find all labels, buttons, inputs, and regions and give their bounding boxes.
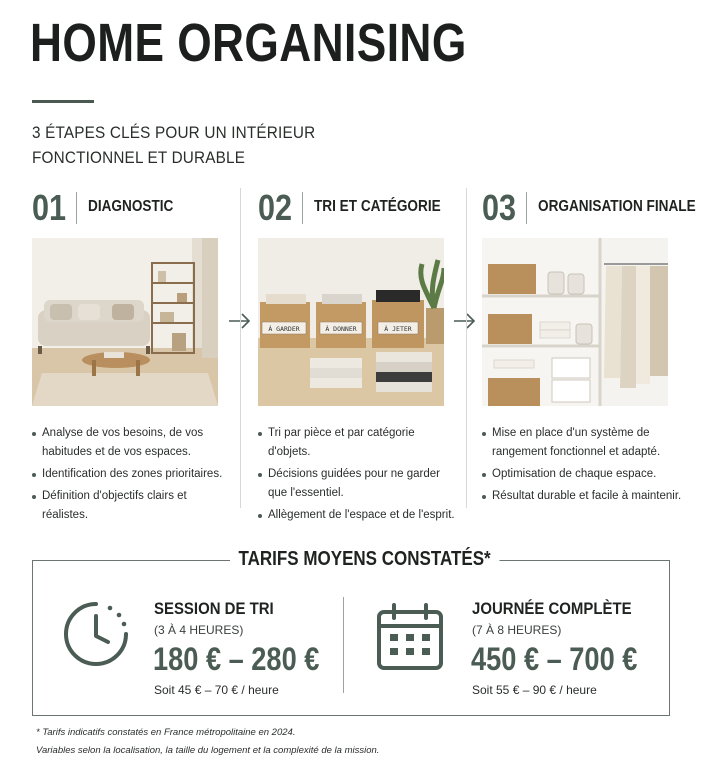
- list-item: Tri par pièce et par catégorie d'objets.: [258, 424, 458, 462]
- step-1-separator: [76, 192, 77, 224]
- list-item: Résultat durable et facile à maintenir.: [482, 487, 682, 506]
- list-item: Analyse de vos besoins, de vos habitudes et de vos espaces.: [32, 424, 232, 462]
- step-1-name: DIAGNOSTIC: [88, 198, 174, 215]
- step-3-header: [482, 186, 701, 230]
- sorting-boxes-photo: [258, 238, 444, 406]
- step-3-name: ORGANISATION FINALE: [538, 198, 696, 215]
- step-1: [32, 186, 252, 230]
- offer-2-price: 450 € – 700 €: [471, 641, 638, 677]
- pricing-divider: [343, 597, 344, 693]
- title-underline: [32, 100, 94, 103]
- offer-2-duration: (7 À 8 HEURES): [472, 623, 562, 637]
- step-1-bullets: [32, 424, 232, 528]
- step-2-header: [258, 186, 478, 230]
- offer-1-name: SESSION DE TRI: [154, 599, 274, 618]
- offer-1-price: 180 € – 280 €: [153, 641, 320, 677]
- step-2-separator: [302, 192, 303, 224]
- list-item: Optimisation de chaque espace.: [482, 465, 682, 484]
- column-divider: [466, 188, 467, 508]
- page-title: HOME ORGANISING: [30, 13, 467, 73]
- list-item: Définition d'objectifs clairs et réalistes.: [32, 487, 232, 525]
- step-3-separator: [526, 192, 527, 224]
- offer-1-duration: (3 À 4 HEURES): [154, 623, 244, 637]
- footnote-line-2: Variables selon la localisation, la taille du logement et la complexité de la mission.: [36, 745, 380, 756]
- arrow-right-icon: [452, 311, 478, 331]
- list-item: Allègement de l'espace et de l'esprit.: [258, 506, 458, 525]
- step-2: [258, 186, 478, 230]
- box-label-keep: À GARDER: [268, 325, 300, 333]
- footnote-line-1: * Tarifs indicatifs constatés en France métropolitaine en 2024.: [36, 727, 296, 738]
- step-3-bullets: [482, 424, 682, 509]
- step-2-number: 02: [258, 187, 293, 228]
- box-label-throw: À JETER: [384, 325, 412, 333]
- box-label-give: À DONNER: [325, 325, 357, 333]
- step-1-header: [32, 186, 252, 230]
- footnote: [36, 724, 379, 760]
- calendar-icon: [376, 602, 444, 672]
- offer-1-hourly: Soit 45 € – 70 € / heure: [154, 683, 279, 697]
- step-3: [482, 186, 701, 230]
- step-2-bullets: [258, 424, 458, 528]
- list-item: Mise en place d'un système de rangement fonctionnel et adapté.: [482, 424, 682, 462]
- offer-2-hourly: Soit 55 € – 90 € / heure: [472, 683, 597, 697]
- page-subtitle: 3 ÉTAPES CLÉS POUR UN INTÉRIEUR FONCTIONNEL ET DURABLE: [32, 123, 316, 167]
- list-item: Identification des zones prioritaires.: [32, 465, 232, 484]
- offer-2-name: JOURNÉE COMPLÈTE: [472, 599, 632, 618]
- column-divider: [240, 188, 241, 508]
- step-2-name: TRI ET CATÉGORIE: [314, 198, 441, 215]
- pricing-title: TARIFS MOYENS CONSTATÉS*: [230, 548, 499, 571]
- step-1-number: 01: [32, 187, 67, 228]
- clock-icon: [60, 598, 132, 670]
- living-room-photo: [32, 238, 218, 406]
- step-3-number: 03: [482, 187, 517, 228]
- list-item: Décisions guidées pour ne garder que l'essentiel.: [258, 465, 458, 503]
- organized-closet-photo: [482, 238, 668, 406]
